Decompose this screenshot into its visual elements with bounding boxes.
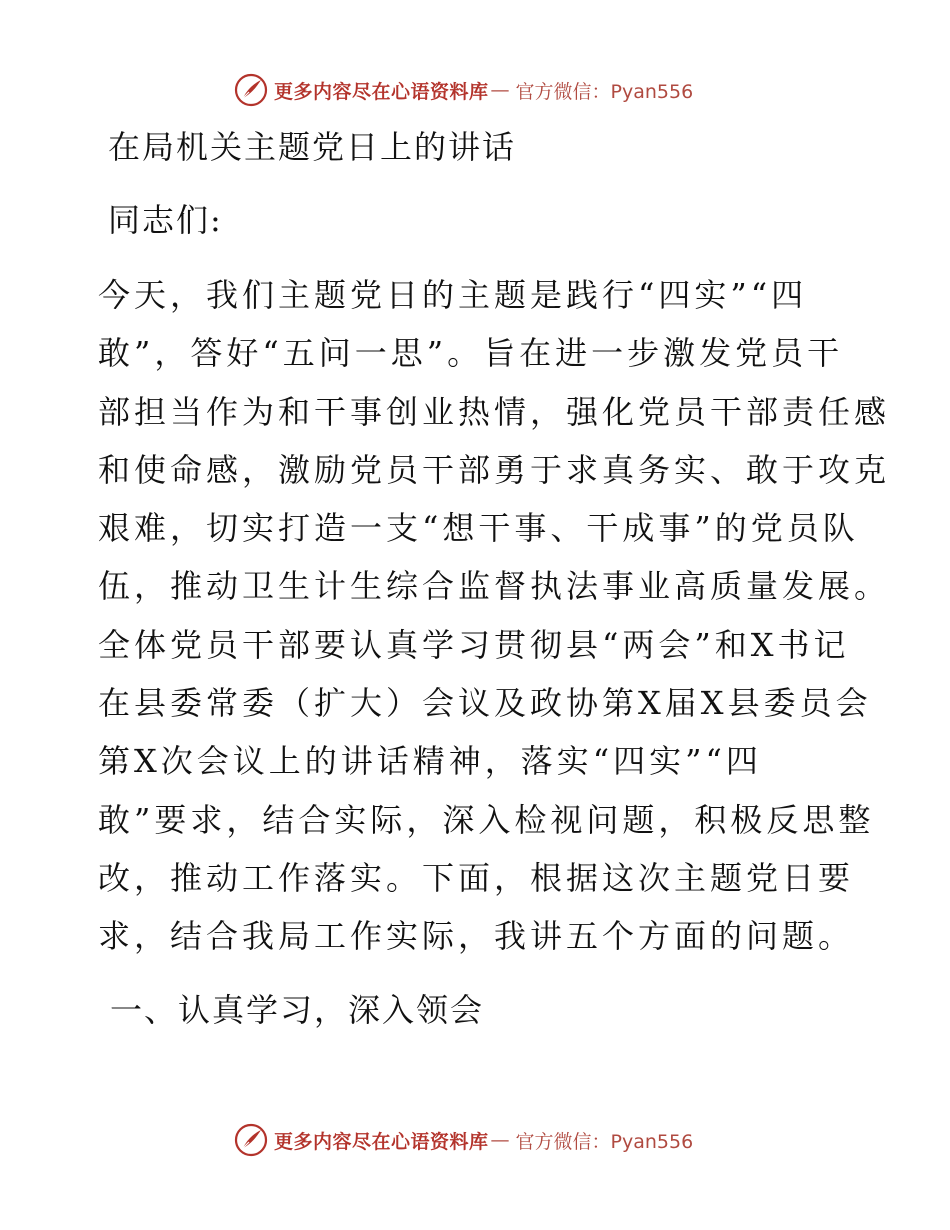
paragraph-line: 伍，推动卫生计生综合监督执法事业高质量发展。: [98, 567, 891, 606]
paragraph-line: 和使命感，激励党员干部勇于求真务实、敢于攻克: [98, 450, 891, 489]
paragraph-line: 部担当作为和干事创业热情，强化党员干部责任感: [98, 392, 891, 431]
watermark-separator: —: [490, 79, 510, 101]
header-watermark: [234, 73, 693, 107]
watermark-wechat-text: 官方微信：Pyan556: [515, 80, 694, 103]
watermark-brand-text: 更多内容尽在心语资料库: [274, 1130, 489, 1153]
body-paragraph: [98, 266, 891, 966]
paragraph-line: 在县委常委（扩大）会议及政协第X届X县委员会: [98, 684, 872, 723]
quill-pen-circle-icon: [234, 1123, 268, 1157]
watermark-wechat-text: 官方微信：Pyan556: [515, 1130, 694, 1153]
salutation: 同志们:: [108, 201, 223, 239]
paragraph-line: 改，推动工作落实。下面，根据这次主题党日要: [98, 858, 855, 897]
quill-pen-circle-icon: [234, 73, 268, 107]
paragraph-line: 今天，我们主题党日的主题是践行“四实”“四: [98, 276, 808, 314]
paragraph-line: 敢”，答好“五问一思”。旨在进一步激发党员干: [98, 334, 844, 373]
paragraph-line: 艰难，切实打造一支“想干事、干成事”的党员队: [98, 509, 859, 548]
watermark-separator: —: [490, 1129, 510, 1151]
paragraph-line: 全体党员干部要认真学习贯彻县“两会”和X书记: [98, 625, 850, 664]
watermark-brand-text: 更多内容尽在心语资料库: [274, 80, 489, 103]
section-heading: 一、认真学习，深入领会: [110, 991, 485, 1029]
paragraph-line: 敢”要求，结合实际，深入检视问题，积极反思整: [98, 800, 875, 839]
paragraph-line: 第X次会议上的讲话精神，落实“四实”“四: [98, 742, 762, 781]
paragraph-line: 求，结合我局工作实际，我讲五个方面的问题。: [98, 917, 855, 956]
document-title: 在局机关主题党日上的讲话: [108, 128, 517, 166]
footer-watermark: [234, 1123, 693, 1157]
